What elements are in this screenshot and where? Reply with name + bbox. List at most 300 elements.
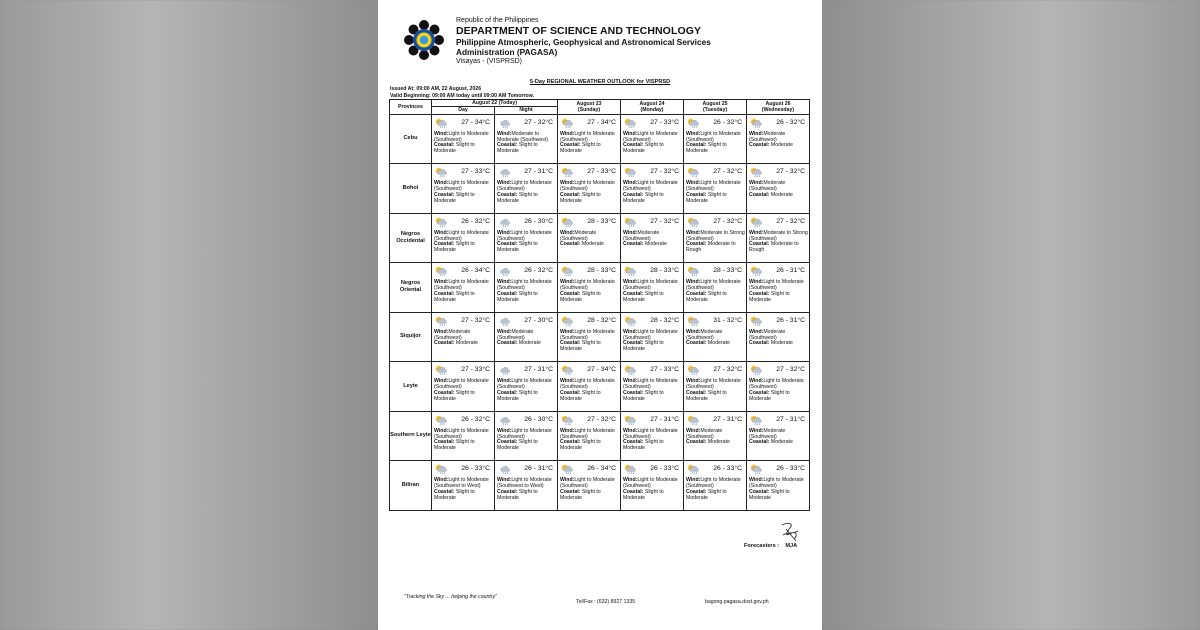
temperature-range: 26 - 32°C — [461, 415, 490, 423]
forecast-cell-body — [621, 115, 683, 164]
forecast-description — [434, 429, 493, 453]
coastal-label: Coastal: — [749, 488, 770, 495]
wind-label: Wind: — [686, 229, 701, 236]
temperature-range: 27 - 32°C — [713, 217, 742, 225]
header-aug23-weekday: (Sunday) — [577, 106, 601, 113]
forecast-cell — [684, 213, 747, 263]
wind-label: Wind: — [686, 328, 701, 335]
forecast-cell — [558, 164, 621, 214]
forecast-cell-body — [621, 412, 683, 461]
coastal-value: Slight to Moderate — [434, 439, 475, 452]
coastal-label: Coastal: — [497, 191, 518, 198]
wind-value: Light to Moderate (Southwest) — [623, 279, 678, 291]
letterhead — [456, 17, 816, 66]
wind-label: Wind: — [434, 477, 449, 484]
header-aug26 — [747, 100, 810, 115]
coastal-label: Coastal: — [749, 142, 770, 149]
issued-at: Issued At: 09:00 AM, 22 August, 2026 — [390, 86, 482, 92]
forecast-cell — [432, 114, 495, 164]
wind-value: Light to Moderate (Southwest to West) — [497, 477, 552, 489]
wind-value: Light to Moderate (Southwest) — [434, 279, 489, 291]
temperature-range: 27 - 32°C — [650, 168, 679, 176]
coastal-value: Slight to Moderate — [560, 290, 601, 303]
forecast-cell-body — [684, 313, 746, 362]
forecast-cell-body — [684, 461, 746, 510]
coastal-value: Slight to Moderate — [497, 290, 538, 303]
wind-label: Wind: — [560, 229, 575, 236]
wind-label: Wind: — [560, 427, 575, 434]
wind-value: Light to Moderate (Southwest) — [623, 378, 678, 390]
region-line: Visayas - (VISPRSD) — [456, 58, 522, 65]
coastal-value: Slight to Moderate — [686, 389, 727, 402]
temperature-range: 26 - 31°C — [776, 316, 805, 324]
forecast-cell-body — [684, 115, 746, 164]
coastal-value: Slight to Moderate — [749, 290, 790, 303]
forecast-description — [749, 330, 808, 348]
forecast-description — [749, 231, 808, 255]
wind-value: Moderate (Southwest) — [686, 427, 723, 440]
coastal-label: Coastal: — [560, 439, 581, 446]
wind-label: Wind: — [560, 180, 575, 187]
wind-label: Wind: — [686, 180, 701, 187]
coastal-value: Moderate — [707, 340, 730, 347]
temperature-range: 27 - 33°C — [587, 168, 616, 176]
coastal-value: Slight to Moderate — [497, 191, 538, 204]
forecasters-label: Forecasters : — [744, 543, 780, 549]
header-aug23-date: August 23 — [576, 100, 602, 107]
coastal-label: Coastal: — [497, 439, 518, 446]
coastal-value: Slight to Moderate — [623, 142, 664, 155]
coastal-value: Slight to Moderate — [560, 340, 601, 353]
temperature-range: 26 - 32°C — [524, 267, 553, 275]
province-name: Southern Leyte — [390, 411, 432, 461]
forecast-description — [686, 429, 745, 447]
wind-value: Light to Moderate (Southwest) — [560, 279, 615, 291]
table-row — [390, 411, 810, 461]
wind-value: Light to Moderate (Southwest) — [497, 378, 552, 390]
coastal-label: Coastal: — [434, 191, 455, 198]
wind-label: Wind: — [560, 328, 575, 335]
coastal-value: Slight to Moderate — [749, 488, 790, 501]
wind-label: Wind: — [749, 427, 764, 434]
forecast-cell-body — [558, 362, 620, 411]
forecast-cell — [621, 114, 684, 164]
province-name: Biliran — [390, 461, 432, 511]
header-aug26-date: August 26 — [765, 100, 791, 107]
coastal-value: Slight to Moderate — [497, 142, 538, 155]
temperature-range: 31 - 32°C — [713, 316, 742, 324]
wind-label: Wind: — [560, 378, 575, 385]
coastal-value: Slight to Moderate — [434, 241, 475, 254]
temperature-range: 27 - 32°C — [776, 366, 805, 374]
forecast-description — [749, 478, 808, 502]
wind-value: Light to Moderate (Southwest) — [497, 229, 552, 242]
coastal-value: Moderate — [770, 191, 793, 198]
forecast-cell-body — [432, 164, 494, 213]
wind-value: Light to Moderate (Southwest) — [434, 180, 489, 192]
wind-value: Light to Moderate (Southwest) — [497, 427, 552, 440]
coastal-label: Coastal: — [434, 290, 455, 297]
coastal-label: Coastal: — [560, 488, 581, 495]
wind-label: Wind: — [434, 180, 449, 187]
coastal-value: Slight to Moderate — [686, 488, 727, 501]
forecast-cell-body — [558, 263, 620, 312]
forecast-cell-body — [621, 313, 683, 362]
wind-label: Wind: — [686, 279, 701, 286]
forecast-cell-body — [621, 164, 683, 213]
forecast-description — [434, 379, 493, 403]
temperature-range: 27 - 33°C — [650, 118, 679, 126]
temperature-range: 26 - 30°C — [524, 217, 553, 225]
coastal-label: Coastal: — [434, 488, 455, 495]
forecast-cell — [558, 263, 621, 313]
wind-label: Wind: — [497, 130, 512, 137]
wind-label: Wind: — [434, 279, 449, 286]
forecast-cell-body — [495, 362, 557, 411]
forecast-cell — [684, 461, 747, 511]
wind-label: Wind: — [623, 477, 638, 484]
forecast-description — [686, 330, 745, 348]
coastal-value: Slight to Moderate — [560, 142, 601, 155]
header-provinces: Provinces — [390, 100, 432, 115]
coastal-label: Coastal: — [686, 389, 707, 396]
wind-label: Wind: — [434, 229, 449, 236]
wind-value: Light to Moderate (Southwest) — [686, 477, 741, 489]
coastal-label: Coastal: — [686, 142, 707, 149]
forecast-description — [434, 231, 493, 255]
forecast-description — [560, 231, 619, 249]
wind-value: Light to Moderate (Southwest) — [749, 279, 804, 291]
temperature-range: 26 - 33°C — [776, 465, 805, 473]
forecast-cell-body — [684, 412, 746, 461]
temperature-range: 26 - 32°C — [461, 217, 490, 225]
header-aug24-weekday: (Monday) — [640, 106, 664, 113]
coastal-label: Coastal: — [686, 241, 707, 248]
footer-website: bagong.pagasa.dost.gov.ph — [705, 599, 769, 605]
forecast-description — [560, 379, 619, 403]
coastal-label: Coastal: — [686, 488, 707, 495]
coastal-label: Coastal: — [623, 488, 644, 495]
forecast-cell-body — [747, 115, 809, 164]
wind-value: Light to Moderate (Southwest) — [623, 477, 678, 489]
wind-value: Moderate (Southwest) — [560, 229, 597, 242]
forecast-cell — [684, 312, 747, 362]
coastal-value: Moderate — [707, 439, 730, 446]
coastal-value: Moderate — [770, 142, 793, 149]
wind-value: Light to Moderate (Southwest) — [623, 130, 678, 143]
coastal-label: Coastal: — [497, 389, 518, 396]
forecast-cell — [432, 263, 495, 313]
temperature-range: 27 - 31°C — [524, 168, 553, 176]
forecast-cell-body — [621, 214, 683, 263]
forecast-cell-body — [747, 313, 809, 362]
wind-value: Light to Moderate (Southwest to West) — [434, 477, 489, 489]
coastal-label: Coastal: — [434, 389, 455, 396]
forecast-description — [497, 280, 556, 304]
province-name: Negros Occidental — [390, 213, 432, 263]
forecast-cell-body — [495, 164, 557, 213]
forecast-cell — [747, 213, 810, 263]
coastal-value: Slight to Moderate — [623, 290, 664, 303]
forecast-cell — [621, 362, 684, 412]
forecasters-initials: MJA — [785, 543, 798, 549]
forecast-cell — [621, 312, 684, 362]
coastal-label: Coastal: — [749, 191, 770, 198]
wind-label: Wind: — [623, 378, 638, 385]
temperature-range: 27 - 34°C — [587, 366, 616, 374]
footer-telfax: Tel/Fax : (632) 8927 1335 — [576, 599, 636, 605]
wind-value: Moderate to Strong (Southwest) — [686, 229, 745, 242]
forecast-cell — [747, 312, 810, 362]
document-page — [378, 0, 822, 630]
coastal-label: Coastal: — [686, 439, 707, 446]
forecast-description — [623, 132, 682, 156]
forecast-description — [497, 132, 556, 156]
forecast-description — [686, 231, 745, 255]
wind-label: Wind: — [686, 427, 701, 434]
forecast-cell — [684, 164, 747, 214]
table-row — [390, 461, 810, 511]
temperature-range: 26 - 32°C — [713, 118, 742, 126]
forecast-cell — [747, 461, 810, 511]
coastal-label: Coastal: — [434, 142, 455, 149]
forecast-cell-body — [495, 214, 557, 263]
forecast-cell — [558, 312, 621, 362]
coastal-value: Moderate — [770, 340, 793, 347]
forecast-cell — [495, 362, 558, 412]
forecast-description — [623, 478, 682, 502]
coastal-label: Coastal: — [497, 241, 518, 248]
forecast-cell-body — [684, 263, 746, 312]
forecast-cell-body — [432, 362, 494, 411]
wind-label: Wind: — [434, 378, 449, 385]
forecast-cell — [558, 411, 621, 461]
coastal-label: Coastal: — [623, 191, 644, 198]
forecast-description — [686, 379, 745, 403]
wind-label: Wind: — [749, 328, 764, 335]
wind-label: Wind: — [434, 130, 449, 137]
forecast-cell-body — [747, 214, 809, 263]
temperature-range: 27 - 32°C — [713, 168, 742, 176]
coastal-value: Slight to Moderate — [623, 439, 664, 452]
coastal-label: Coastal: — [749, 241, 770, 248]
temperature-range: 27 - 32°C — [650, 217, 679, 225]
forecast-cell-body — [432, 313, 494, 362]
forecast-description — [497, 429, 556, 453]
header-night: Night — [495, 107, 558, 114]
forecast-cell-body — [684, 164, 746, 213]
wind-label: Wind: — [497, 229, 512, 236]
forecast-cell — [432, 362, 495, 412]
forecast-description — [686, 280, 745, 304]
forecast-description — [686, 132, 745, 156]
forecast-cell — [747, 114, 810, 164]
forecast-cell — [747, 164, 810, 214]
coastal-label: Coastal: — [623, 340, 644, 347]
forecast-cell-body — [558, 115, 620, 164]
coastal-label: Coastal: — [497, 488, 518, 495]
table-row — [390, 164, 810, 214]
valid-beginning: Valid Beginning: 09:00 AM today until 09:00 AM Tomorrow. — [390, 92, 535, 99]
forecast-description — [560, 330, 619, 354]
coastal-value: Slight to Moderate — [497, 488, 538, 501]
forecast-description — [434, 280, 493, 304]
forecasters — [744, 543, 797, 549]
forecast-description — [623, 330, 682, 354]
temperature-range: 27 - 30°C — [524, 316, 553, 324]
temperature-range: 28 - 32°C — [650, 316, 679, 324]
wind-label: Wind: — [749, 279, 764, 286]
wind-value: Light to Moderate (Southwest) — [560, 130, 615, 143]
wind-label: Wind: — [623, 229, 638, 236]
forecast-cell-body — [558, 461, 620, 510]
header-aug25-weekday: (Tuesday) — [702, 106, 728, 113]
coastal-label: Coastal: — [560, 340, 581, 347]
coastal-value: Moderate — [644, 241, 667, 248]
coastal-value: Slight to Moderate — [560, 488, 601, 501]
temperature-range: 27 - 34°C — [587, 118, 616, 126]
forecast-cell — [495, 114, 558, 164]
forecast-cell — [747, 362, 810, 412]
wind-value: Moderate (Southwest) — [749, 427, 786, 440]
wind-label: Wind: — [623, 279, 638, 286]
coastal-label: Coastal: — [560, 389, 581, 396]
coastal-label: Coastal: — [749, 340, 770, 347]
background-right — [822, 0, 1200, 630]
coastal-value: Slight to Moderate — [560, 389, 601, 402]
forecast-cell — [621, 461, 684, 511]
forecast-cell — [684, 114, 747, 164]
header-today: August 22 (Today) — [432, 100, 558, 107]
temperature-range: 27 - 34°C — [461, 118, 490, 126]
wind-label: Wind: — [560, 477, 575, 484]
wind-label: Wind: — [749, 180, 764, 187]
forecast-description — [434, 181, 493, 205]
forecast-cell — [495, 411, 558, 461]
forecast-description — [497, 330, 556, 348]
forecast-cell — [621, 213, 684, 263]
forecast-cell — [558, 362, 621, 412]
forecast-description — [623, 280, 682, 304]
header-aug24 — [621, 100, 684, 115]
wind-label: Wind: — [749, 229, 764, 236]
coastal-label: Coastal: — [749, 389, 770, 396]
wind-label: Wind: — [686, 477, 701, 484]
wind-value: Light to Moderate (Southwest) — [686, 130, 741, 143]
wind-value: Light to Moderate (Southwest) — [560, 328, 615, 341]
forecast-cell-body — [495, 412, 557, 461]
coastal-value: Slight to Moderate — [749, 389, 790, 402]
forecast-cell-body — [432, 263, 494, 312]
forecaster-signature — [778, 521, 802, 543]
department-name: DEPARTMENT OF SCIENCE AND TECHNOLOGY — [456, 25, 702, 37]
wind-value: Light to Moderate (Southwest) — [623, 427, 678, 440]
forecast-cell — [495, 461, 558, 511]
wind-label: Wind: — [434, 427, 449, 434]
coastal-value: Slight to Moderate — [623, 340, 664, 353]
wind-label: Wind: — [623, 130, 638, 137]
forecast-cell-body — [747, 362, 809, 411]
temperature-range: 27 - 33°C — [461, 366, 490, 374]
pagasa-logo — [404, 20, 444, 60]
wind-value: Light to Moderate (Southwest) — [434, 130, 489, 143]
forecast-cell — [432, 213, 495, 263]
temperature-range: 28 - 33°C — [650, 267, 679, 275]
wind-label: Wind: — [749, 378, 764, 385]
forecast-cell-body — [747, 263, 809, 312]
coastal-value: Slight to Moderate — [434, 142, 475, 155]
forecast-cell-body — [432, 214, 494, 263]
temperature-range: 27 - 32°C — [776, 168, 805, 176]
forecast-cell-body — [684, 362, 746, 411]
coastal-label: Coastal: — [623, 142, 644, 149]
coastal-value: Slight to Moderate — [434, 290, 475, 303]
coastal-value: Slight to Moderate — [623, 488, 664, 501]
header-aug23 — [558, 100, 621, 115]
forecast-cell-body — [558, 412, 620, 461]
forecast-cell — [621, 411, 684, 461]
wind-value: Light to Moderate (Southwest) — [749, 477, 804, 489]
wind-value: Light to Moderate (Southwest) — [623, 180, 678, 192]
forecast-description — [434, 478, 493, 502]
wind-value: Moderate (Southwest) — [434, 328, 471, 341]
wind-value: Moderate to Moderate (Southwest) — [497, 130, 549, 143]
temperature-range: 26 - 31°C — [524, 465, 553, 473]
temperature-range: 27 - 32°C — [587, 415, 616, 423]
forecast-description — [497, 379, 556, 403]
forecast-cell-body — [432, 115, 494, 164]
forecast-cell — [495, 164, 558, 214]
coastal-value: Slight to Moderate — [497, 439, 538, 452]
wind-value: Moderate (Southwest) — [749, 328, 786, 341]
table-row — [390, 263, 810, 313]
agency-name-line1: Philippine Atmospheric, Geophysical and Astronomical Services — [456, 37, 711, 47]
table-row — [390, 312, 810, 362]
forecast-description — [497, 231, 556, 255]
forecast-cell — [558, 461, 621, 511]
temperature-range: 28 - 33°C — [713, 267, 742, 275]
coastal-label: Coastal: — [497, 290, 518, 297]
wind-label: Wind: — [497, 378, 512, 385]
temperature-range: 26 - 31°C — [776, 267, 805, 275]
header-aug26-weekday: (Wednesday) — [761, 106, 795, 113]
forecast-cell-body — [432, 412, 494, 461]
coastal-value: Slight to Moderate — [560, 191, 601, 204]
coastal-label: Coastal: — [749, 439, 770, 446]
wind-value: Light to Moderate (Southwest) — [434, 229, 489, 242]
wind-label: Wind: — [686, 130, 701, 137]
coastal-value: Slight to Moderate — [686, 290, 727, 303]
forecast-description — [560, 280, 619, 304]
forecast-description — [623, 379, 682, 403]
coastal-value: Moderate — [770, 439, 793, 446]
forecast-cell — [747, 263, 810, 313]
forecast-description — [434, 132, 493, 156]
temperature-range: 27 - 31°C — [650, 415, 679, 423]
forecast-description — [749, 181, 808, 199]
coastal-label: Coastal: — [623, 389, 644, 396]
forecast-description — [434, 330, 493, 348]
coastal-value: Moderate — [581, 241, 604, 248]
issue-info — [390, 86, 534, 99]
forecast-cell — [495, 263, 558, 313]
wind-value: Light to Moderate (Southwest) — [560, 477, 615, 489]
temperature-range: 27 - 31°C — [776, 415, 805, 423]
wind-label: Wind: — [497, 427, 512, 434]
wind-value: Light to Moderate (Southwest) — [560, 180, 615, 192]
coastal-value: Moderate — [455, 340, 478, 347]
wind-value: Moderate (Southwest) — [749, 180, 786, 192]
